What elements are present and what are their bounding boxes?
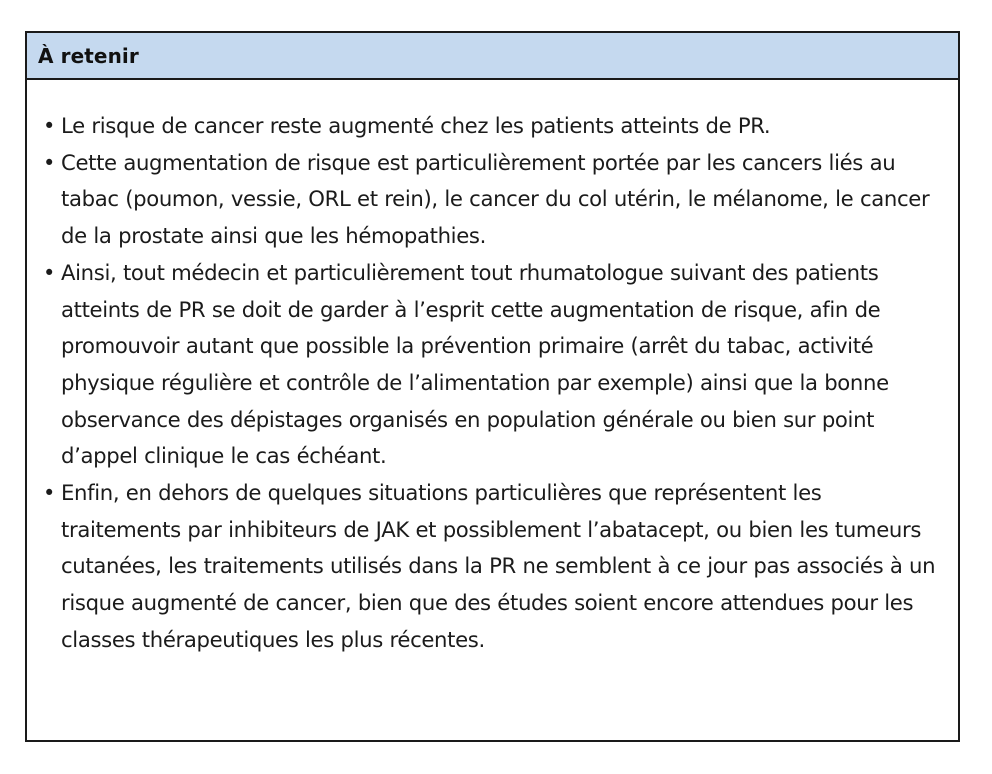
key-points-header [27,33,958,80]
key-point-text: Cette augmentation de risque est particulièrement portée par les cancers liés au tabac (poumon, vessie, ORL et rein), le cancer du col utérin, le mélanome, le cancer de la prostate ainsi que les hémopathies. [61,149,930,249]
key-points-body [27,80,958,659]
key-point-item [43,145,946,255]
key-point-text: Le risque de cancer reste augmenté chez les patients atteints de PR. [61,113,771,138]
bullet-icon: • [43,481,56,506]
bullet-icon: • [43,150,56,175]
key-points-box [25,31,960,742]
key-point-text: Ainsi, tout médecin et particulièrement tout rhumatologue suivant des patients atteints de PR se doit de garder à l’esprit cette augmentation de risque, afin de promouvoir autant que possible la prévention primaire (arrêt du tabac, activité physique régulière et contrôle de l’alimentation par exemple) ainsi que la bonne observance des dépistages organisés en population générale ou bien sur point d’appel clinique le cas échéant. [61,259,889,469]
key-point-item [43,475,946,659]
key-points-list [43,108,946,659]
bullet-icon: • [43,114,56,138]
key-point-item [43,255,946,475]
key-point-item [43,108,946,145]
bullet-icon: • [43,260,56,285]
key-point-text: Enfin, en dehors de quelques situations particulières que représentent les traitements par inhibiteurs de JAK et possiblement l’abatacept, ou bien les tumeurs cutanées, les traitements utilisés dans la PR ne semblent à ce jour pas associés à un risque augmenté de cancer, bien que des études soient encore attendues pour les classes thérapeutiques les plus récentes. [61,480,936,652]
key-points-title: À retenir [38,43,139,68]
